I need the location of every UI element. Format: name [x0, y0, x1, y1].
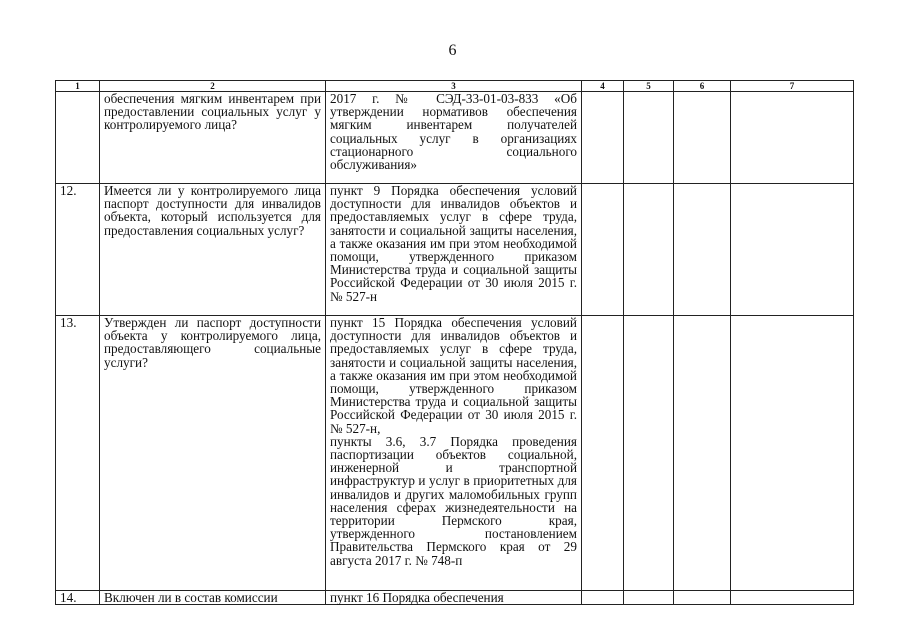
page-number: 6 [448, 42, 457, 59]
column-header: 7 [731, 81, 854, 92]
column-header: 6 [674, 81, 731, 92]
empty-cell [674, 591, 731, 605]
empty-cell [582, 184, 624, 316]
question-cell: Включен ли в состав комиссии [100, 591, 326, 605]
empty-cell [731, 92, 854, 184]
empty-cell [624, 92, 674, 184]
empty-cell [731, 316, 854, 591]
legal-basis-paragraph: пункты 3.6, 3.7 Порядка проведения паспортизации объектов социальной, инженерной и транспортной инфраструктур и услуг в приоритетных для инвалидов и других маломобильных групп населения сферах жизнедеятельности на территории Пермского края, утвержденного постановлением Правительства Пермского края от 29 августа 2017 г. № 748-п [330, 433, 577, 568]
question-cell: Имеется ли у контролируемого лица паспорт доступности для инвалидов объекта, который используется для предоставления социальных услуг? [100, 184, 326, 316]
legal-basis-cell: 2017 г. № СЭД-33-01-03-833 «Об утверждении нормативов обеспечения мягким инвентарем получателей социальных услуг в организациях стационарного социального обслуживания» [326, 92, 582, 184]
table-row [56, 184, 854, 316]
column-header: 2 [100, 81, 326, 92]
empty-cell [731, 591, 854, 605]
column-header: 3 [326, 81, 582, 92]
legal-basis-cell: пункт 9 Порядка обеспечения условий доступности для инвалидов объектов и предоставляемых услуг в сфере труда, занятости и социальной защиты населения, а также оказания им при этом необходимой помощи, утвержденного приказом Министерства труда и социальной защиты Российской Федерации от 30 июля 2015 г. № 527-н [326, 184, 582, 316]
question-cell: обеспечения мягким инвентарем при предоставлении социальных услуг у контролируемого лица? [100, 92, 326, 184]
table-row [56, 316, 854, 591]
checklist-table [55, 80, 854, 605]
legal-basis-cell: пункт 16 Порядка обеспечения [326, 591, 582, 605]
empty-cell [731, 184, 854, 316]
table-header-row [56, 81, 854, 92]
legal-basis-paragraph: пункт 15 Порядка обеспечения условий доступности для инвалидов объектов и предоставляемых услуг в сфере труда, занятости и социальной защиты населения, а также оказания им при этом необходимой помощи, утвержденного приказом Министерства труда и социальной защиты Российской Федерации от 30 июля 2015 г. № 527-н, [330, 315, 577, 436]
table-row [56, 591, 854, 605]
column-header: 5 [624, 81, 674, 92]
column-header: 1 [56, 81, 100, 92]
row-number: 14. [56, 591, 100, 605]
empty-cell [582, 92, 624, 184]
column-header: 4 [582, 81, 624, 92]
empty-cell [624, 184, 674, 316]
table-row [56, 92, 854, 184]
empty-cell [582, 591, 624, 605]
empty-cell [674, 92, 731, 184]
question-cell: Утвержден ли паспорт доступности объекта у контролируемого лица, предоставляющего социальные услуги? [100, 316, 326, 591]
legal-basis-cell [326, 316, 582, 591]
empty-cell [582, 316, 624, 591]
empty-cell [624, 316, 674, 591]
empty-cell [674, 316, 731, 591]
row-number: 12. [56, 184, 100, 316]
row-number [56, 92, 100, 184]
empty-cell [624, 591, 674, 605]
row-number: 13. [56, 316, 100, 591]
empty-cell [674, 184, 731, 316]
